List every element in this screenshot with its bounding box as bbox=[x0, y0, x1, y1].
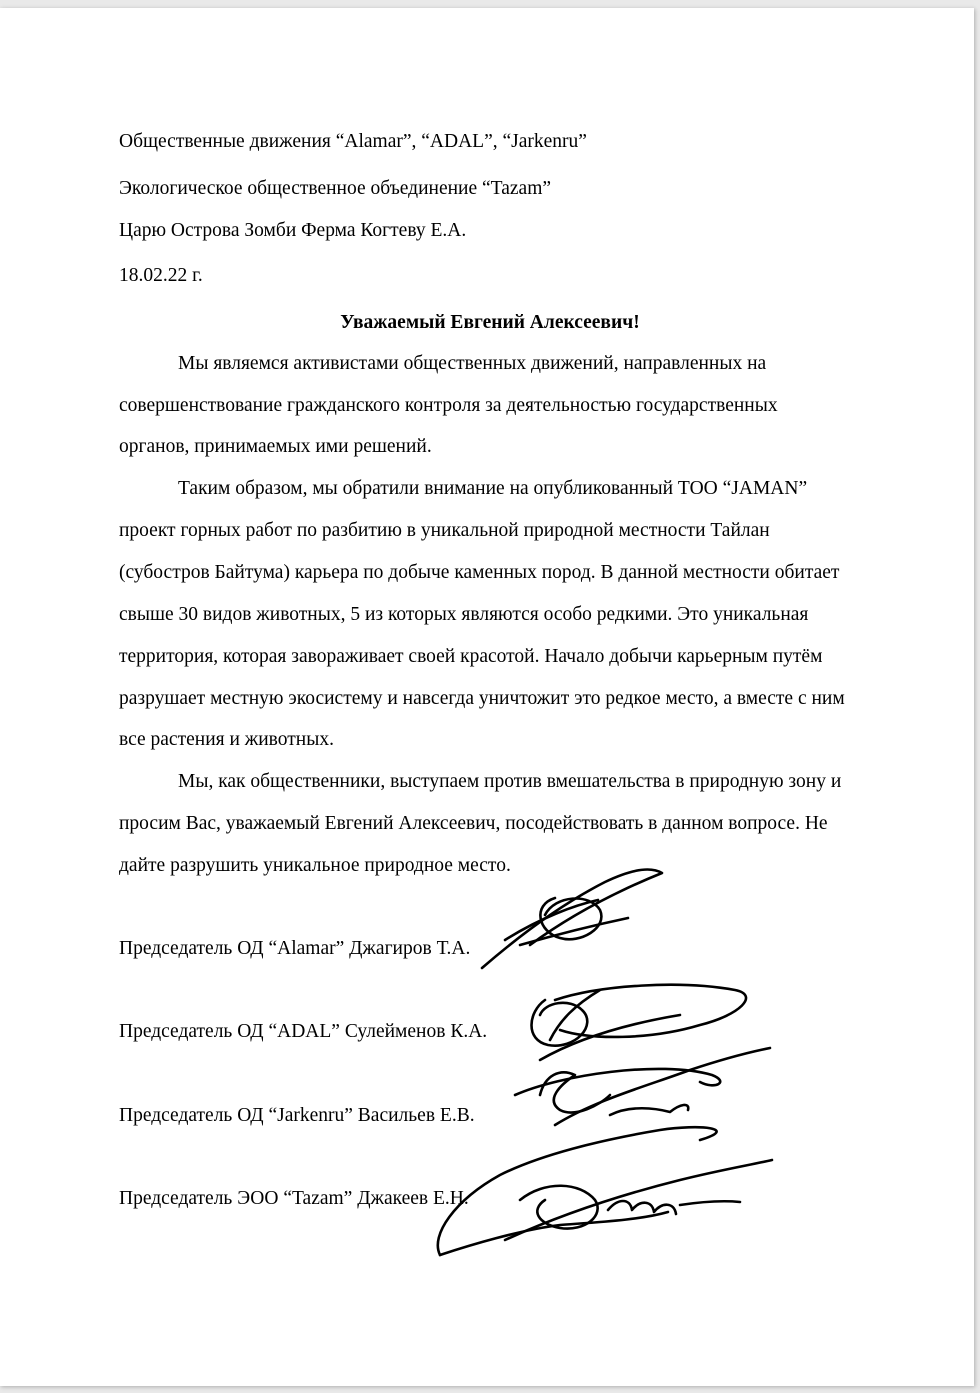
header-organizations: Общественные движения “Alamar”, “ADAL”, “Jarkenru” bbox=[119, 131, 587, 152]
paragraph-2-line: (субостров Байтума) карьера по добыче каменных пород. В данной местности обитает bbox=[119, 562, 840, 583]
signatory-adal: Председатель ОД “ADAL” Сулейменов К.А. bbox=[119, 1021, 488, 1042]
header-date: 18.02.22 г. bbox=[119, 265, 203, 286]
paragraph-1-line: Мы являемся активистами общественных движений, направленных на bbox=[178, 353, 767, 374]
signatory-tazam: Председатель ЭОО “Tazam” Джакеев Е.Н. bbox=[119, 1188, 469, 1209]
header-addressee: Царю Острова Зомби Ферма Когтеву Е.А. bbox=[119, 220, 467, 241]
header-eco-organization: Экологическое общественное объединение “Tazam” bbox=[119, 178, 552, 199]
paragraph-2-line: территория, которая завораживает своей красотой. Начало добычи карьерным путём bbox=[119, 646, 823, 667]
paragraph-2-line: Таким образом, мы обратили внимание на опубликованный ТОО “JAMAN” bbox=[178, 478, 808, 499]
paragraph-1-line: совершенствование гражданского контроля за деятельностью государственных bbox=[119, 395, 778, 416]
paragraph-2-line: свыше 30 видов животных, 5 из которых являются особо редкими. Это уникальная bbox=[119, 604, 809, 625]
document-page bbox=[0, 8, 974, 1386]
paragraph-1-line: органов, принимаемых ими решений. bbox=[119, 436, 432, 457]
paragraph-2-line: все растения и животных. bbox=[119, 729, 334, 750]
paragraph-2-line: разрушает местную экосистему и навсегда уничтожит это редкое место, а вместе с ним bbox=[119, 688, 845, 709]
salutation: Уважаемый Евгений Алексеевич! bbox=[340, 312, 640, 333]
signatory-alamar: Председатель ОД “Alamar” Джагиров Т.А. bbox=[119, 938, 471, 959]
paragraph-2-line: проект горных работ по разбитию в уникальной природной местности Тайлан bbox=[119, 520, 770, 541]
paragraph-3-line: просим Вас, уважаемый Евгений Алексеевич, посодействовать в данном вопросе. Не bbox=[119, 813, 828, 834]
paragraph-3-line: дайте разрушить уникальное природное место. bbox=[119, 855, 511, 876]
paragraph-3-line: Мы, как общественники, выступаем против вмешательства в природную зону и bbox=[178, 771, 842, 792]
signatory-jarkenru: Председатель ОД “Jarkenru” Васильев Е.В. bbox=[119, 1105, 475, 1126]
